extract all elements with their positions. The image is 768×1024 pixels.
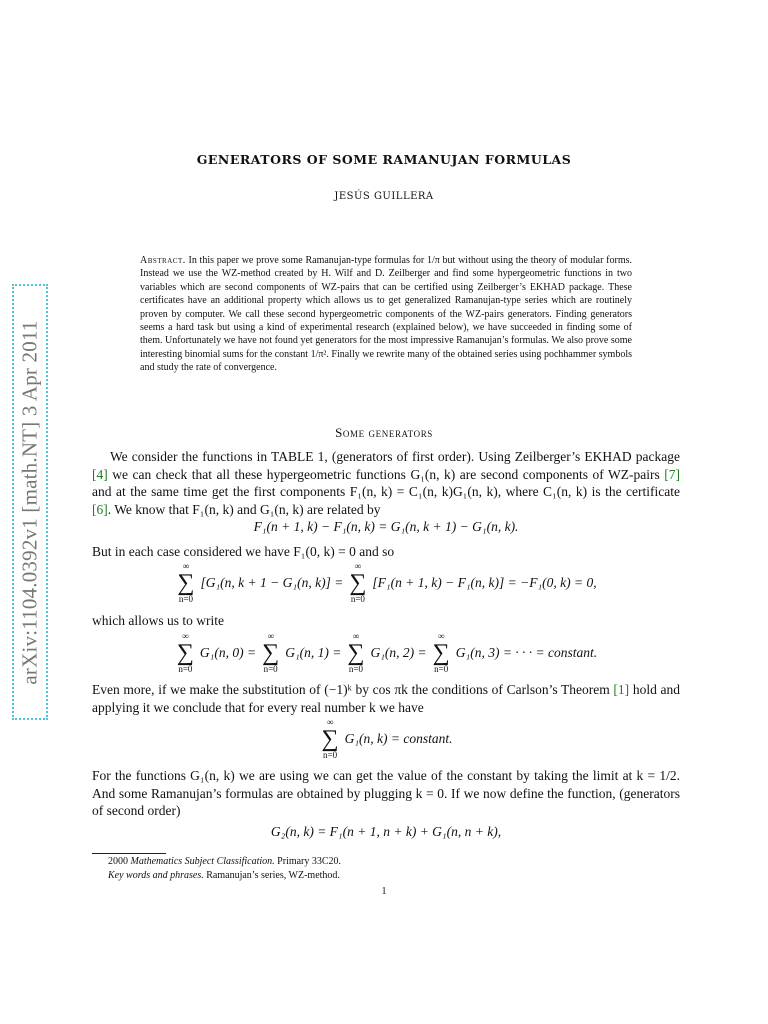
sum-lower-limit: n=0 xyxy=(178,594,193,604)
equation-3-term-3: G₁(n, 2) = xyxy=(370,645,427,661)
abstract-text: In this paper we prove some Ramanujan-type formulas for 1/π but without using the theory of modular forms. Instead we use the WZ-method created by H. Wilf and D. Zeilberger and find some hypergeometric functions in two variables which are second components of WZ-pairs that can be certified using Zeilberger’s EKHAD package. These certificates have an additional property which allows us to get generalized Ramanujan-type series which are routinely proven by computer. We call these second hypergeometric components of the WZ-pairs generators. Finding generators seems a hard task but using a kind of experimental research (explained below), we have succeeded in finding some of them. Unfortunately we have not found yet generators for the most impressive Ramanujan’s formulas. We also prove some interesting binomial sums for the constant 1/π². Finally we rewrite many of the obtained series using pochhammer symbols and study the rate of convergence. xyxy=(140,255,633,374)
footnote-msc xyxy=(108,856,341,867)
equation-3 xyxy=(92,632,680,674)
citation-link[interactable]: [7] xyxy=(664,466,680,482)
summation-symbol: ∞ ∑ n=0 xyxy=(321,717,339,760)
abstract xyxy=(140,254,632,375)
equation-2-term-1: [G₁(n, k + 1 − G₁(n, k)] = xyxy=(200,575,344,591)
citation-link[interactable]: [1] xyxy=(613,682,630,697)
sum-upper-limit: ∞ xyxy=(267,631,274,641)
footnote-keywords xyxy=(108,870,340,881)
footnote-msc-year: 2000 xyxy=(108,856,131,867)
sum-lower-limit: n=0 xyxy=(323,750,338,760)
sum-lower-limit: n=0 xyxy=(348,664,363,674)
equation-2-term-2: [F₁(n + 1, k) − F₁(n, k)] = −F₁(0, k) = 0, xyxy=(372,575,597,591)
equation-4-term: G₁(n, k) = constant. xyxy=(344,731,453,747)
para1-text-d: . We know that F₁(n, k) and G₁(n, k) are related by xyxy=(107,501,381,517)
paragraph-2: But in each case considered we have F₁(0, k) = 0 and so xyxy=(92,544,395,559)
sum-upper-limit: ∞ xyxy=(352,631,360,641)
abstract-label: Abstract. xyxy=(140,255,186,266)
equation-4 xyxy=(92,718,680,760)
citation-link[interactable]: [6] xyxy=(92,501,108,517)
sum-lower-limit: n=0 xyxy=(263,664,278,674)
sum-upper-limit: ∞ xyxy=(354,561,362,571)
equation-1: F₁(n + 1, k) − F₁(n, k) = G₁(n, k + 1) − G₁(n, k). xyxy=(253,519,519,534)
footnote-keywords-value: Ramanujan’s series, WZ-method. xyxy=(203,870,340,881)
summation-symbol: ∞ ∑ n=0 xyxy=(432,631,450,674)
footnote-msc-label: Mathematics Subject Classification. xyxy=(130,856,275,867)
para4-text-b: hold and applying it we conclude that for every real number k we have xyxy=(92,682,680,715)
summation-symbol: ∞ ∑ n=0 xyxy=(349,561,367,604)
summation-symbol: ∞ ∑ n=0 xyxy=(347,631,365,674)
sum-lower-limit: n=0 xyxy=(178,664,193,674)
equation-3-term-2: G₁(n, 1) = xyxy=(285,645,342,661)
sum-upper-limit: ∞ xyxy=(182,631,189,641)
summation-symbol: ∞ ∑ n=0 xyxy=(176,631,194,674)
page-number: 1 xyxy=(381,886,387,897)
footnote-msc-value: Primary 33C20. xyxy=(274,856,342,867)
para1-text-a: We consider the functions in TABLE 1, (generators of first order). Using Zeilberger’s EKHAD package xyxy=(110,449,680,464)
equation-2 xyxy=(92,562,680,604)
sum-upper-limit: ∞ xyxy=(326,717,334,727)
equation-3-term-4: G₁(n, 3) = · · · = constant. xyxy=(455,645,598,661)
para1-text-c: and at the same time get the first components F₁(n, k) = C₁(n, k)G₁(n, k), where C₁(n, k) is the certificate xyxy=(92,484,680,500)
paper-author: JESÚS GUILLERA xyxy=(334,191,434,202)
summation-symbol: ∞ ∑ n=0 xyxy=(262,631,280,674)
sum-upper-limit: ∞ xyxy=(438,631,445,641)
arxiv-stamp-text: arXiv:1104.0392v1 [math.NT] 3 Apr 2011 xyxy=(17,319,42,685)
sum-upper-limit: ∞ xyxy=(182,561,190,571)
sum-lower-limit: n=0 xyxy=(350,594,365,604)
section-heading: Some generators xyxy=(335,425,433,440)
footnote-divider xyxy=(92,853,166,854)
summation-symbol: ∞ ∑ n=0 xyxy=(177,561,195,604)
paragraph-4 xyxy=(92,681,680,716)
paragraph-1 xyxy=(92,448,680,518)
equation-3-term-1: G₁(n, 0) = xyxy=(199,645,257,661)
citation-link[interactable]: [4] xyxy=(92,466,108,482)
sum-lower-limit: n=0 xyxy=(434,664,449,674)
footnote-keywords-label: Key words and phrases. xyxy=(108,870,204,881)
paragraph-5: For the functions G₁(n, k) we are using we can get the value of the constant by taking the limit at k = 1/2. And some Ramanujan’s formulas are obtained by plugging k = 0. If we now define the function, (generators of second order) xyxy=(92,768,680,819)
para4-text-a: Even more, if we make the substitution of (−1)ᵏ by cos πk the conditions of Carlson’s Theorem xyxy=(92,682,614,697)
para1-text-b: we can check that all these hypergeometric functions G₁(n, k) are second components of WZ-pairs xyxy=(107,466,665,482)
equation-5: G₂(n, k) = F₁(n + 1, n + k) + G₁(n, n + k), xyxy=(270,824,502,839)
paragraph-3: which allows us to write xyxy=(92,613,224,628)
paper-title: GENERATORS OF SOME RAMANUJAN FORMULAS xyxy=(196,152,572,167)
arxiv-stamp xyxy=(12,284,48,720)
